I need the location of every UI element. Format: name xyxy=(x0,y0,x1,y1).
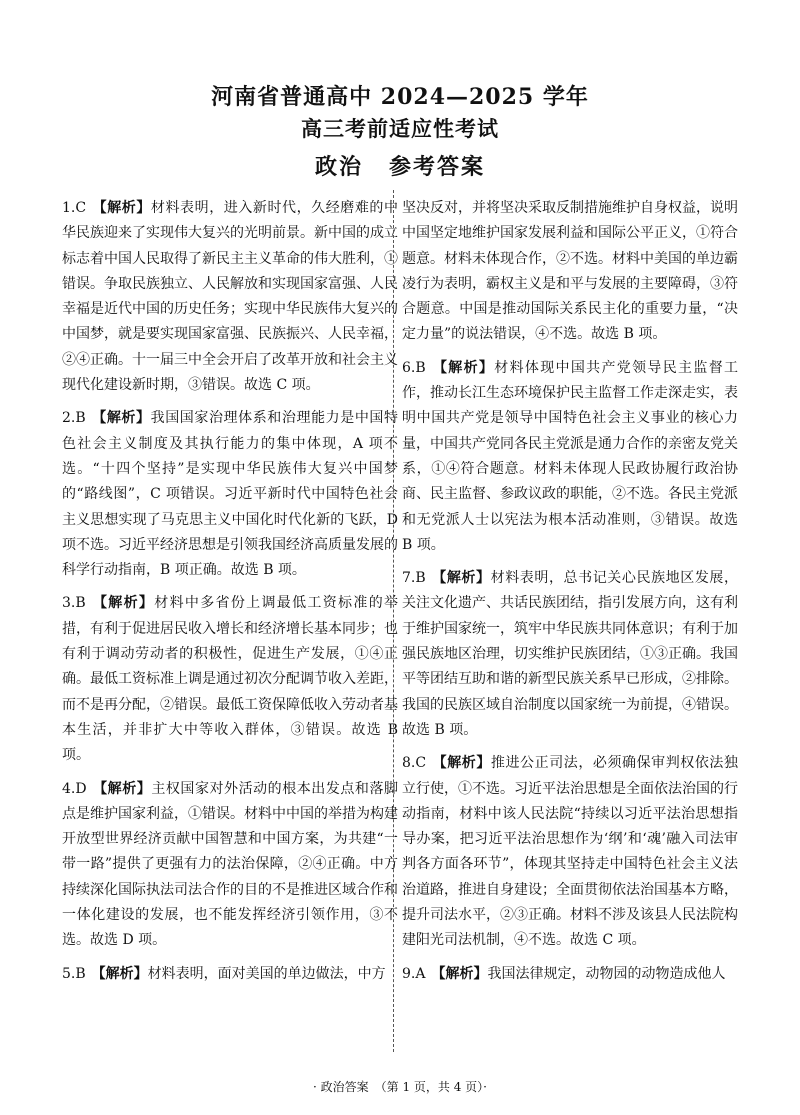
analysis-tag: 【解析】 xyxy=(91,965,148,982)
document-subtitle xyxy=(0,150,800,181)
answer-item-7 xyxy=(402,566,738,743)
left-column xyxy=(62,196,398,995)
answer-text: 主权国家对外活动的根本出发点和落脚点是维护国家利益，①错误。材料中中国的举措为构建开放型世界经济贡献中国智慧和中国方案，为共建“一带一路”提供了更强有力的法治保障，②④正确。中方持续深化国际执法司法合作的目的不是推进区域合作和一体化建设的发展，也不能发挥经济引领作用，③不选。故选 D 项。 xyxy=(62,780,399,949)
answer-text: 材料表明，面对美国的单边做法，中方 xyxy=(147,965,386,982)
subject-label: 政治 xyxy=(314,154,363,180)
answer-number: 3.B xyxy=(62,595,86,612)
answer-number: 8.C xyxy=(402,755,427,772)
analysis-tag: 【解析】 xyxy=(92,200,151,216)
analysis-tag: 【解析】 xyxy=(92,780,152,797)
answer-text: 我国国家治理体系和治理能力是中国特色社会主义制度及其执行能力的集中体现，A 项不选。“十四个坚持”是实现中华民族伟大复兴中国梦的“路线图”，C 项错误。习近平新时代中国特色社会主义思想实现了马克思主义中国化时代化新的飞跃，D 项不选。习近平经济思想是引领我国经济高质量发展的科学行动指南，B 项正确。故选 B 项。 xyxy=(62,410,399,579)
answer-text: 推进公正司法，必须确保审判权依法独立行使，①不选。习近平法治思想是全面依法治国的行动指南，材料中该人民法院“持续以习近平法治思想指导办案，把习近平法治思想作为‘纲’和‘魂’融入司法审判各方面各环节”，体现其坚持走中国特色社会主义法治道路，推进自身建设；全面贯彻依法治国基本方略，提升司法水平，②③正确。材料不涉及该县人民法院构建阳光司法机制，④不选。故选 C 项。 xyxy=(402,755,739,949)
answer-item-6 xyxy=(402,356,738,558)
answer-number: 1.C xyxy=(62,200,87,216)
answer-text: 我国法律规定，动物园的动物造成他人 xyxy=(487,965,726,982)
document-title-line1: 河南省普通高中 2024—2025 学年 xyxy=(211,84,589,110)
analysis-tag: 【解析】 xyxy=(431,570,491,587)
answer-text: 材料体现中国共产党领导民主监督工作，推动长江生态环境保护民主监督工作走深走实，表明中国共产党是领导中国特色社会主义事业的核心力量，中国共产党同各民主党派是通力合作的亲密友党关系，①④符合题意。材料未体现人民政协履行政治协商、民主监督、参政议政的职能，②不选。各民主党派和无党派人士以宪法为根本活动准则，③错误。故选 B 项。 xyxy=(402,359,739,553)
answer-item-9 xyxy=(402,962,738,987)
answer-item-5 xyxy=(62,962,398,987)
document-title-line2: 高三考前适应性考试 xyxy=(301,116,499,141)
analysis-tag: 【解析】 xyxy=(432,755,491,772)
answer-text: 材料表明，总书记关心民族地区发展，关注文化遗产、共话民族团结，指引发展方向，这有利于维护国家统一，筑牢中华民族共同体意识；有利于加强民族地区治理，切实维护民族团结，①③正确。我国平等团结互助和谐的新型民族关系早已形成，②排除。我国的民族区域自治制度以国家统一为前提，④错误。故选 B 项。 xyxy=(402,570,739,738)
answer-item-2 xyxy=(62,406,398,583)
answer-item-8 xyxy=(402,751,738,953)
analysis-tag: 【解析】 xyxy=(431,965,488,982)
answer-number: 7.B xyxy=(402,570,426,587)
answer-item-4 xyxy=(62,777,398,954)
doc-type-label: 参考答案 xyxy=(389,154,486,180)
answer-item-1 xyxy=(62,196,398,398)
answer-number: 4.D xyxy=(62,780,87,797)
analysis-tag: 【解析】 xyxy=(431,359,495,376)
analysis-tag: 【解析】 xyxy=(91,595,155,612)
column-divider xyxy=(393,190,394,1052)
answer-text: 材料中多省份上调最低工资标准的举措，有利于促进居民收入增长和经济增长基本同步；也有利于调动劳动者的积极性，促进生产发展，①④正确。最低工资标准上调是通过初次分配调节收入差距，而不是再分配，②错误。最低工资保障低收入劳动者基本生活，并非扩大中等收入群体，③错误。故选 B 项。 xyxy=(62,595,399,764)
answer-text: 材料表明，进入新时代，久经磨难的中华民族迎来了实现伟大复兴的光明前景。新中国的成立标志着中国人民取得了新民主主义革命的伟大胜利，①错误。争取民族独立、人民解放和实现国家富强、人民幸福是近代中国的历史任务；实现中华民族伟大复兴的中国梦，就是要实现国家富强、民族振兴、人民幸福，②④正确。十一届三中全会开启了改革开放和社会主义现代化建设新时期，③错误。故选 C 项。 xyxy=(62,200,399,394)
answer-number: 9.A xyxy=(402,965,426,982)
answer-number: 6.B xyxy=(402,359,426,376)
answer-number: 2.B xyxy=(62,410,86,427)
answer-item-3 xyxy=(62,591,398,768)
right-column xyxy=(402,196,738,995)
answer-number: 5.B xyxy=(62,965,86,982)
page-footer: · 政治答案 （第 1 页，共 4 页）· xyxy=(313,1080,487,1094)
answer-item-5-continued: 坚决反对，并将坚决采取反制措施维护自身权益，说明中国坚定地维护国家发展利益和国际公平正义，①符合题意。材料未体现合作，②不选。材料中美国的单边霸凌行为表明，霸权主义是和平与发展的主要障碍，③符合题意。中国是推动国际关系民主化的重要力量，“决定力量”的说法错误，④不选。故选 B 项。 xyxy=(402,200,738,343)
analysis-tag: 【解析】 xyxy=(91,410,151,427)
